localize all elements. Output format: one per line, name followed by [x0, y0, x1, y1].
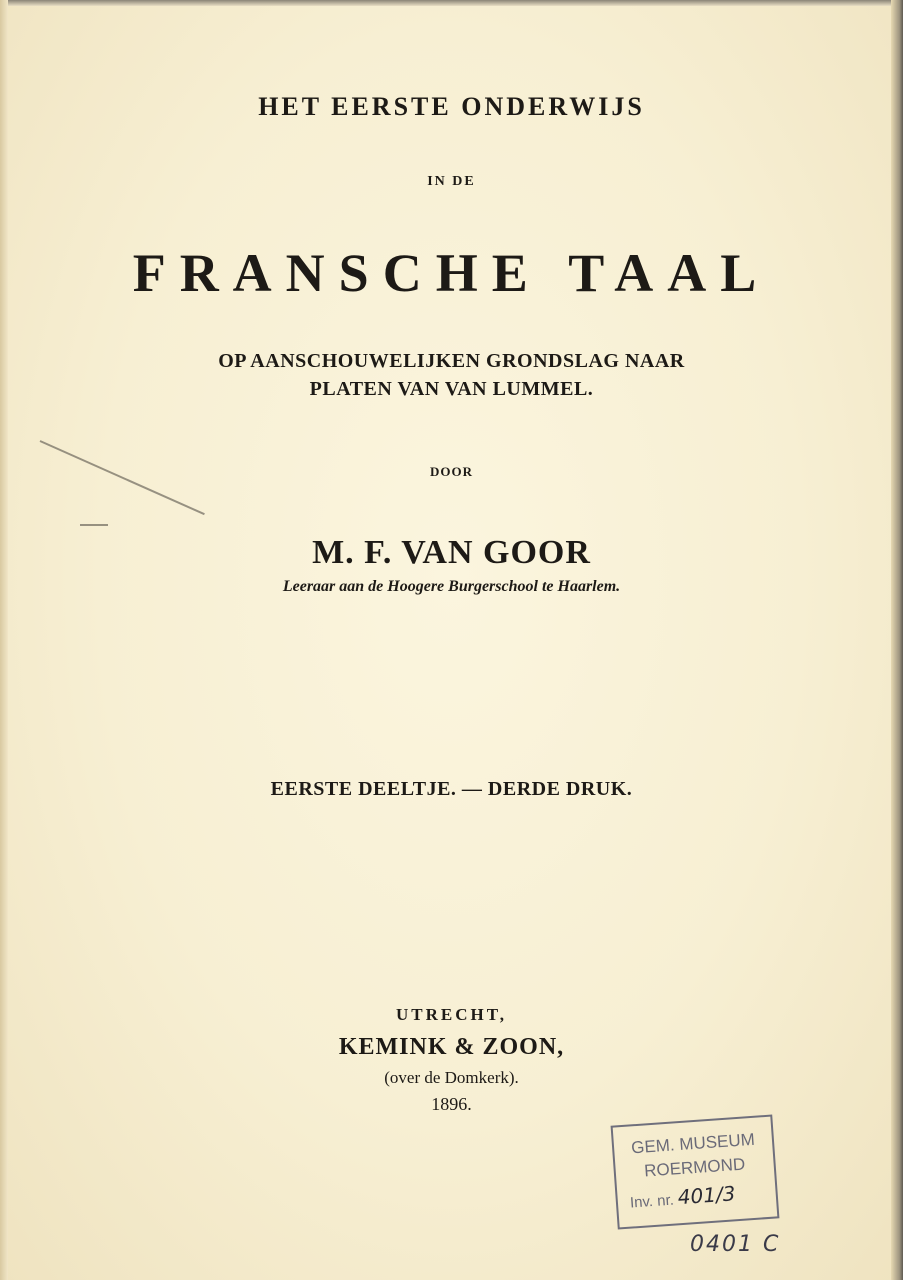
publisher-city: UTRECHT, [395, 1005, 508, 1024]
by-label: DOOR [430, 464, 473, 479]
page-right-edge [891, 0, 903, 1280]
stamp-inventory [617, 1178, 788, 1214]
title-line-1: HET EERSTE ONDERWIJS [258, 92, 645, 121]
publisher-address: (over de Domkerk). [384, 1068, 519, 1087]
stamp-inv-number: 401/3 [676, 1181, 737, 1210]
author-title: Leeraar aan de Hoogere Burgerschool te Haarlem. [282, 578, 621, 595]
museum-stamp [611, 1114, 780, 1229]
author-name: M. F. VAN GOOR [312, 534, 591, 571]
page-left-edge [0, 0, 8, 1280]
stamp-line-1: GEM. MUSEUM [630, 1129, 756, 1158]
publisher-name: KEMINK & ZOON, [338, 1034, 565, 1060]
title-line-2: IN DE [427, 174, 476, 189]
subtitle-line-1: OP AANSCHOUWELIJKEN GRONDSLAG NAAR [218, 350, 685, 372]
main-title: FRANSCHE TAAL [132, 243, 771, 303]
handwritten-shelfmark: 0401 C [690, 1232, 781, 1257]
publication-year: 1896. [431, 1094, 472, 1114]
edition-line: EERSTE DEELTJE. — DERDE DRUK. [270, 778, 633, 800]
paper-scratch-mark [80, 524, 108, 526]
page-top-edge [0, 0, 903, 6]
stamp-line-2: ROERMOND [643, 1154, 746, 1181]
subtitle-line-2: PLATEN VAN VAN LUMMEL. [309, 378, 594, 400]
stamp-inv-label: Inv. nr. [629, 1191, 675, 1212]
